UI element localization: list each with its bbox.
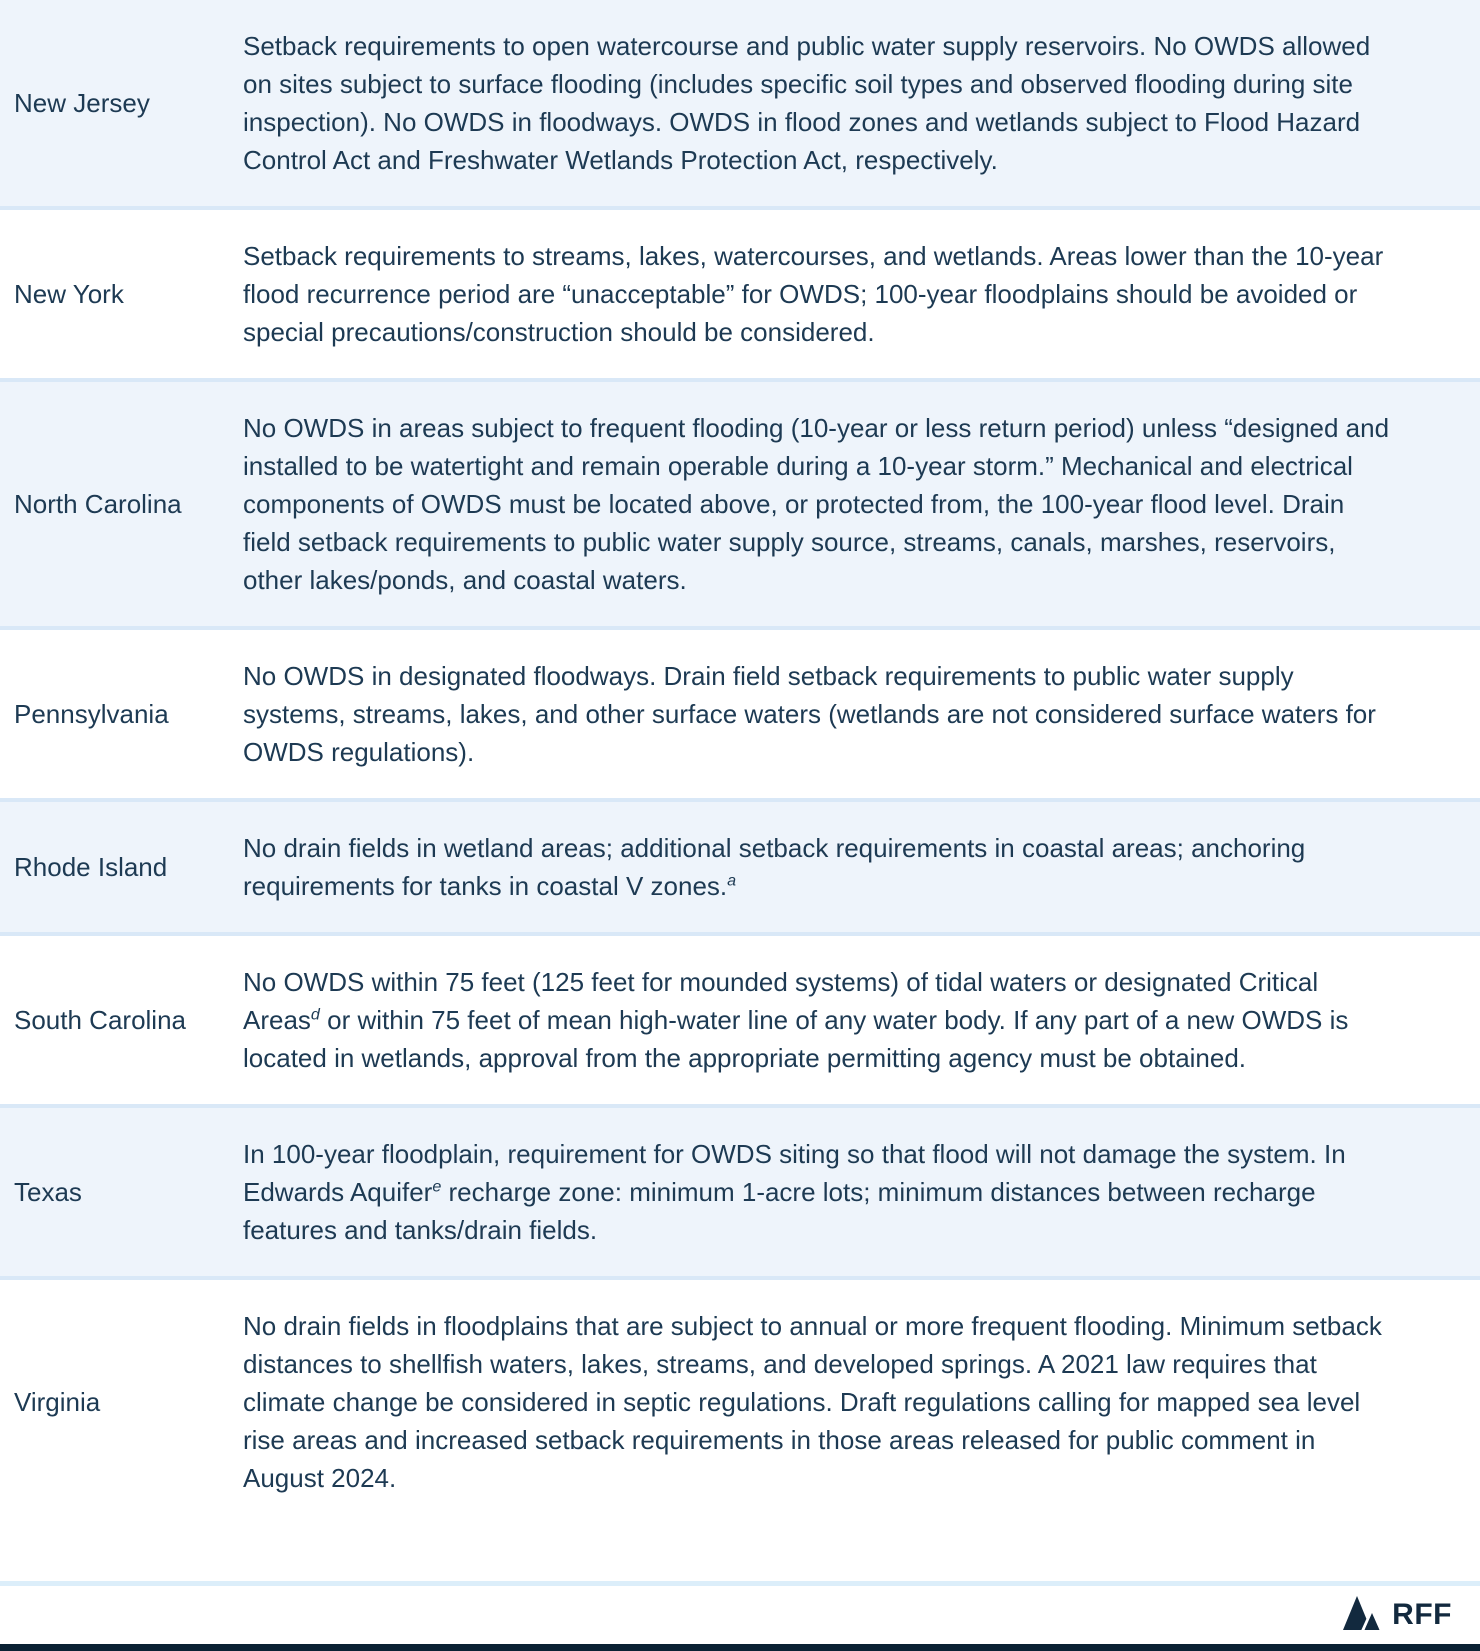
state-name: North Carolina	[14, 489, 182, 519]
state-name: Texas	[14, 1177, 82, 1207]
table-row	[0, 0, 1480, 210]
description-text: Setback requirements to streams, lakes, watercourses, and wetlands. Areas lower than the 10-year flood recurrence period are “unacceptable” for OWDS; 100-year floodplains should be avoided or special precautions/construction should be considered.	[243, 241, 1384, 347]
state-regulation-description	[243, 1108, 1480, 1276]
table-row	[0, 802, 1480, 936]
state-regulation-description	[243, 630, 1480, 798]
state-name: Virginia	[14, 1387, 101, 1417]
bottom-accent-bar	[0, 1644, 1480, 1651]
state-regulation-description	[243, 936, 1480, 1104]
description-text: No OWDS in designated floodways. Drain field setback requirements to public water supply systems, streams, lakes, and other surface waters (wetlands are not considered surface waters for OWDS regulations).	[243, 661, 1376, 767]
table-row	[0, 210, 1480, 382]
page-footer	[0, 1581, 1480, 1651]
description-text: No drain fields in wetland areas; additional setback requirements in coastal areas; anchoring requirements for tanks in coastal V zones.$^a$	[243, 833, 1306, 901]
table-row	[0, 382, 1480, 630]
description-text: In 100-year floodplain, requirement for OWDS siting so that flood will not damage the system. In Edwards Aquifer$^e$ recharge zone: minimum 1-acre lots; minimum distances between recharge features and tanks/drain fields.	[243, 1139, 1346, 1245]
state-name: New Jersey	[14, 88, 150, 118]
table-row	[0, 1280, 1480, 1524]
state-name: New York	[14, 279, 124, 309]
state-name: Pennsylvania	[14, 699, 169, 729]
state-regulation-description	[243, 802, 1480, 932]
state-regulation-description	[243, 210, 1480, 378]
state-regulation-description	[243, 382, 1480, 626]
table-row	[0, 630, 1480, 802]
state-regulation-description	[243, 0, 1480, 206]
table-row	[0, 1108, 1480, 1280]
footer-bar	[0, 1586, 1480, 1644]
state-name: South Carolina	[14, 1005, 186, 1035]
table-row	[0, 936, 1480, 1108]
description-text: No OWDS within 75 feet (125 feet for mounded systems) of tidal waters or designated Critical Areas$^d$ or within 75 feet of mean high-water line of any water body. If any part of a new OWDS is located in wetlands, approval from the appropriate permitting agency must be obtained.	[243, 967, 1349, 1073]
state-name: Rhode Island	[14, 852, 168, 882]
description-text: Setback requirements to open watercourse and public water supply reservoirs. No OWDS allowed on sites subject to surface flooding (includes specific soil types and observed flooding during site inspection). No OWDS in floodways. OWDS in flood zones and wetlands subject to Flood Hazard Control Act and Freshwater Wetlands Protection Act, respectively.	[243, 31, 1371, 175]
rff-logo-text: RFF	[1392, 1598, 1452, 1631]
description-text: No drain fields in floodplains that are subject to annual or more frequent flooding. Minimum setback distances to shellfish waters, lakes, streams, and developed springs. A 2021 law requires that climate change be considered in septic regulations. Draft regulations calling for mapped sea level rise areas and increased setback requirements in those areas released for public comment in August 2024.	[243, 1311, 1382, 1493]
rff-logo	[1342, 1596, 1452, 1635]
state-regulation-description	[243, 1280, 1480, 1524]
rff-mountains-icon	[1342, 1596, 1382, 1635]
description-text: No OWDS in areas subject to frequent flooding (10-year or less return period) unless “designed and installed to be watertight and remain operable during a 10-year storm.” Mechanical and electrical components of OWDS must be located above, or protected from, the 100-year flood level. Drain field setback requirements to public water supply source, streams, canals, marshes, reservoirs, other lakes/ponds, and coastal waters.	[243, 413, 1390, 595]
